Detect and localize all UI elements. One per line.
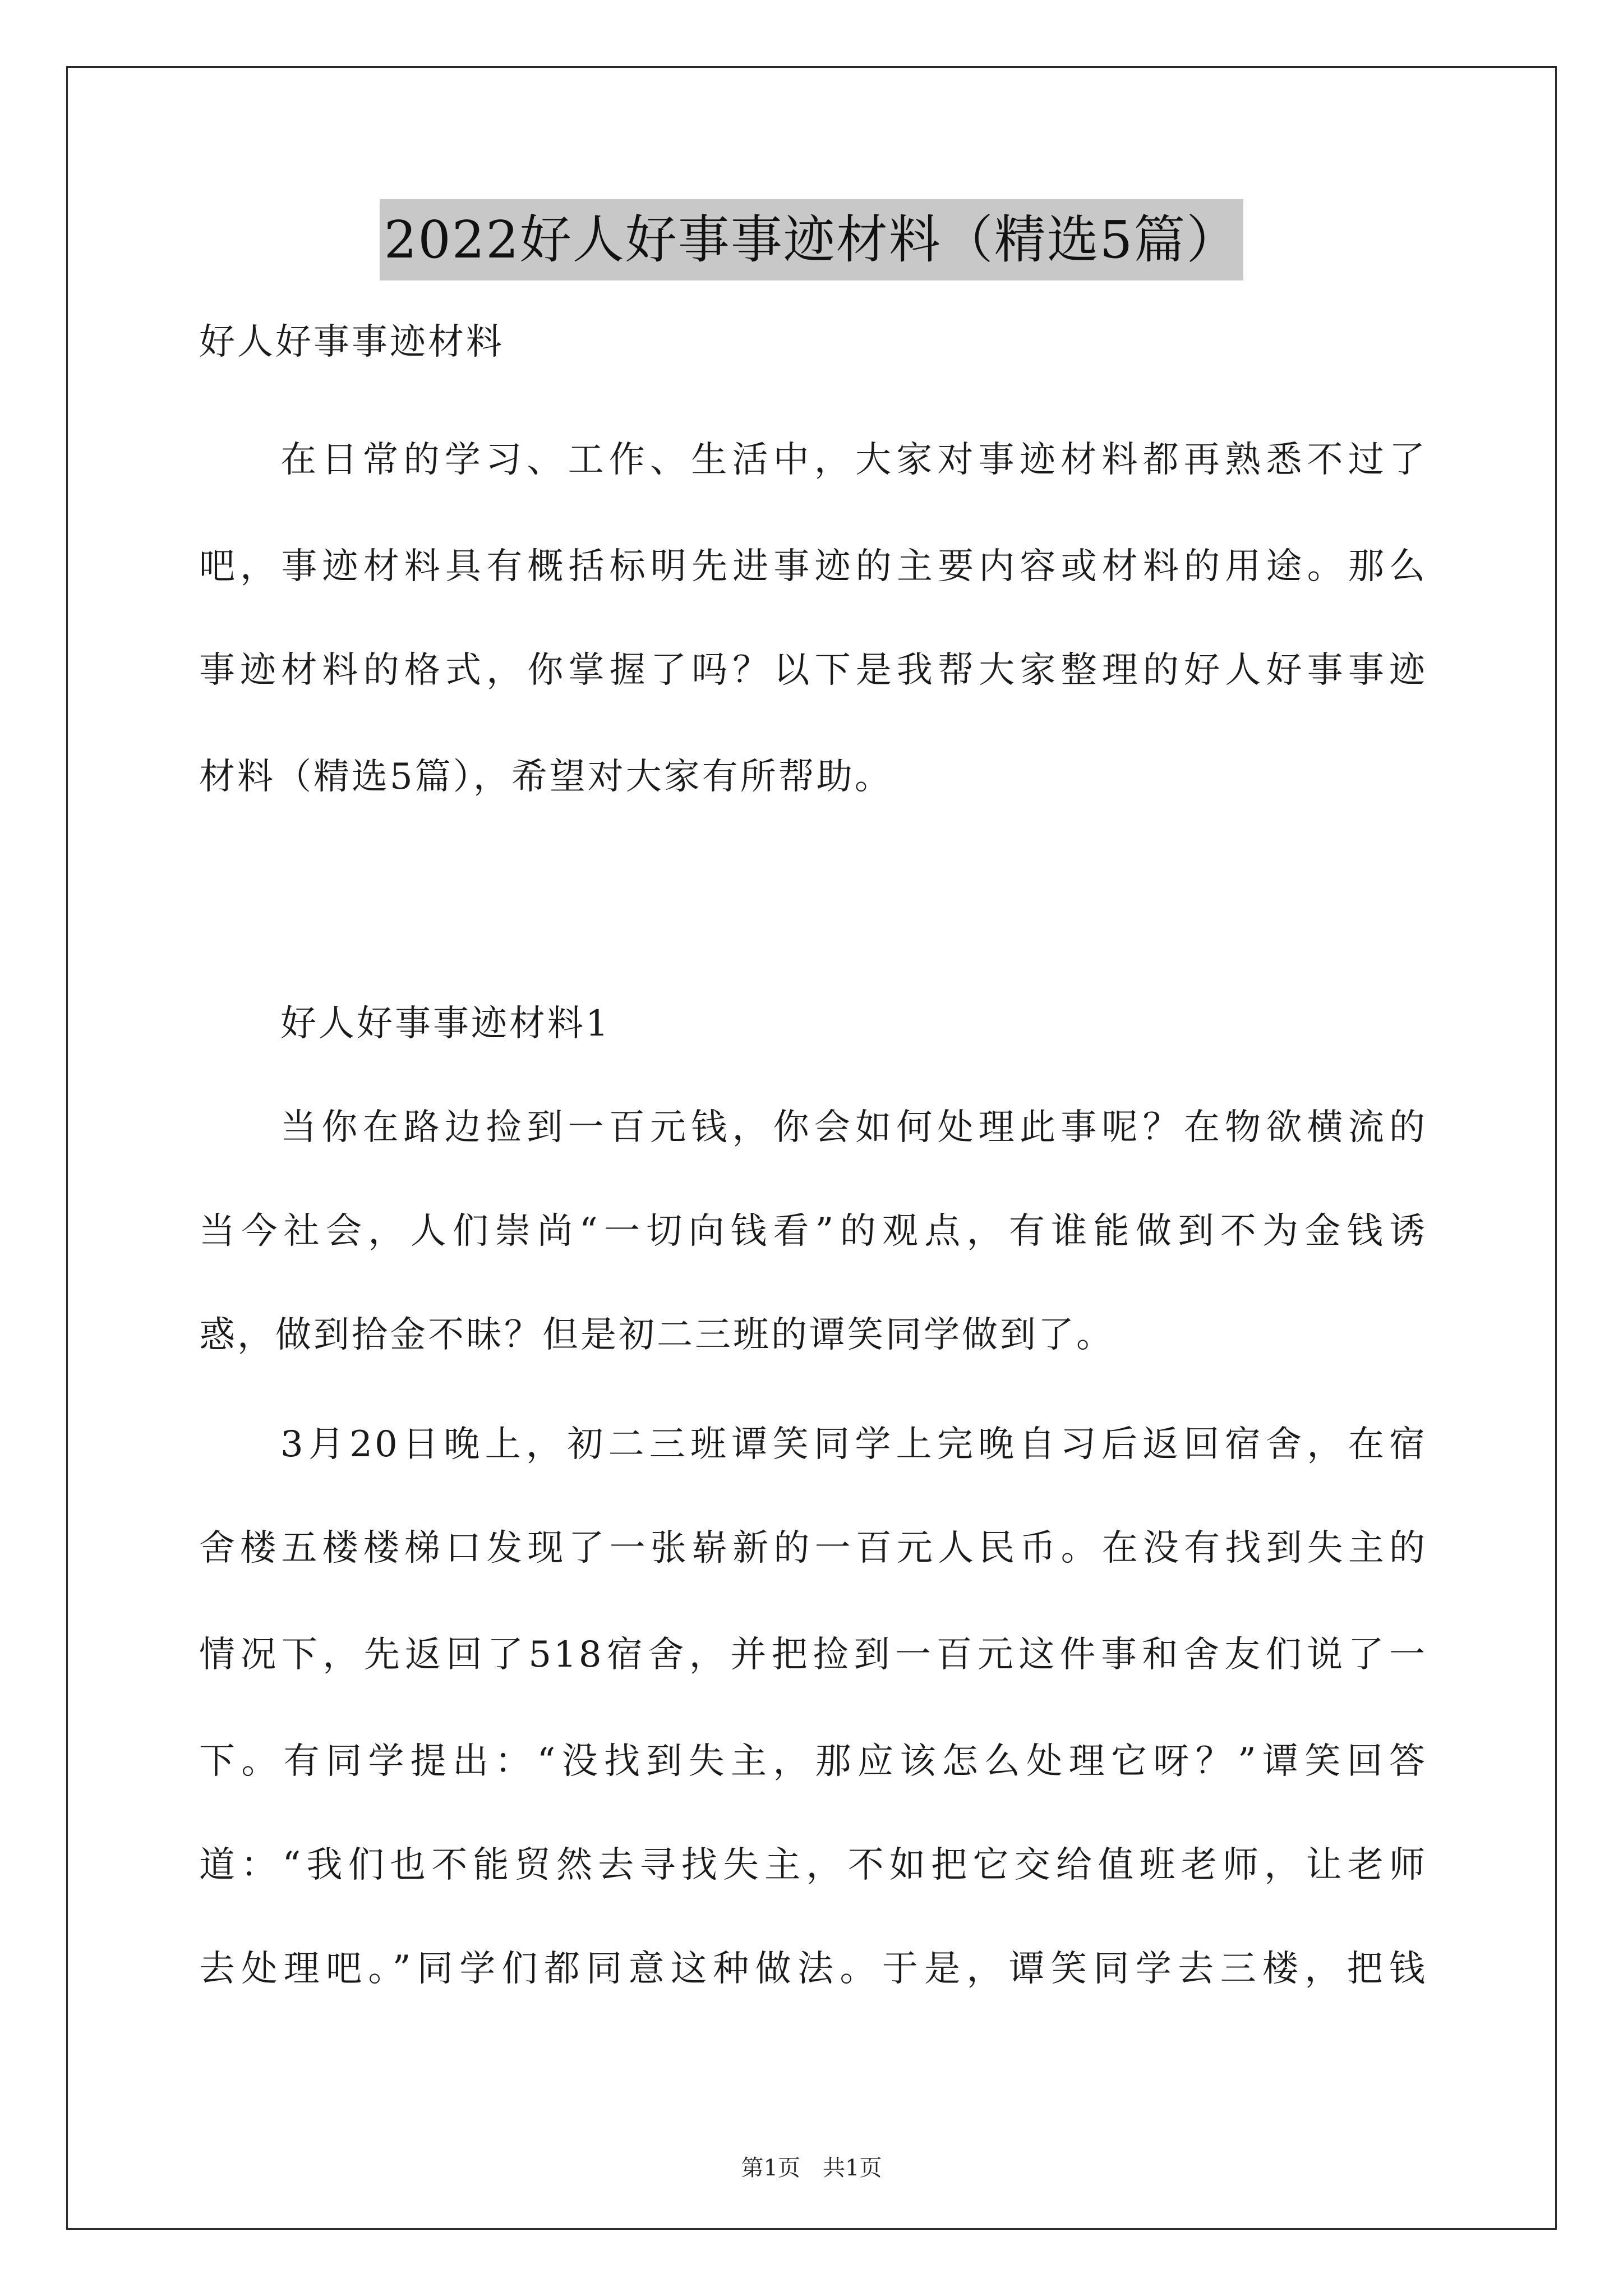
para1-line-3: 惑，做到拾金不昧？但是初二三班的谭笑同学做到了。 [199,1314,1114,1356]
para1-line-1: 当你在路边捡到一百元钱，你会如何处理此事呢？在物欲横流的 [280,1107,1427,1148]
intro-line-2: 吧，事迹材料具有概括标明先进事迹的主要内容或材料的用途。那么 [199,546,1427,587]
para2-line-3: 情况下，先返回了518宿舍，并把捡到一百元这件事和舍友们说了一 [199,1634,1427,1676]
intro-line-4: 材料（精选5篇），希望对大家有所帮助。 [199,756,893,798]
para1-line-2: 当今社会，人们崇尚“一切向钱看”的观点，有谁能做到不为金钱诱 [199,1211,1427,1252]
para2-line-2: 舍楼五楼楼梯口发现了一张崭新的一百元人民币。在没有找到失主的 [199,1527,1427,1569]
intro-line-1: 在日常的学习、工作、生活中，大家对事迹材料都再熟悉不过了 [280,439,1427,481]
para2-line-1: 3月20日晚上，初二三班谭笑同学上完晚自习后返回宿舍，在宿 [280,1424,1427,1465]
para2-line-6: 去处理吧。”同学们都同意这种做法。于是，谭笑同学去三楼，把钱 [199,1948,1427,1990]
para2-line-5: 道：“我们也不能贸然去寻找失主，不如把它交给值班老师，让老师 [199,1844,1427,1886]
para2-line-4: 下。有同学提出：“没找到失主，那应该怎么处理它呀？”谭笑回答 [199,1741,1427,1782]
document-title: 2022好人好事事迹材料（精选5篇） [380,199,1244,280]
document-subtitle: 好人好事事迹材料 [199,321,504,363]
page-footer: 第1页 共1页 [741,2155,882,2181]
title-container [0,199,1623,280]
intro-line-3: 事迹材料的格式，你掌握了吗？以下是我帮大家整理的好人好事事迹 [199,650,1427,691]
section-heading: 好人好事事迹材料1 [280,1003,611,1045]
